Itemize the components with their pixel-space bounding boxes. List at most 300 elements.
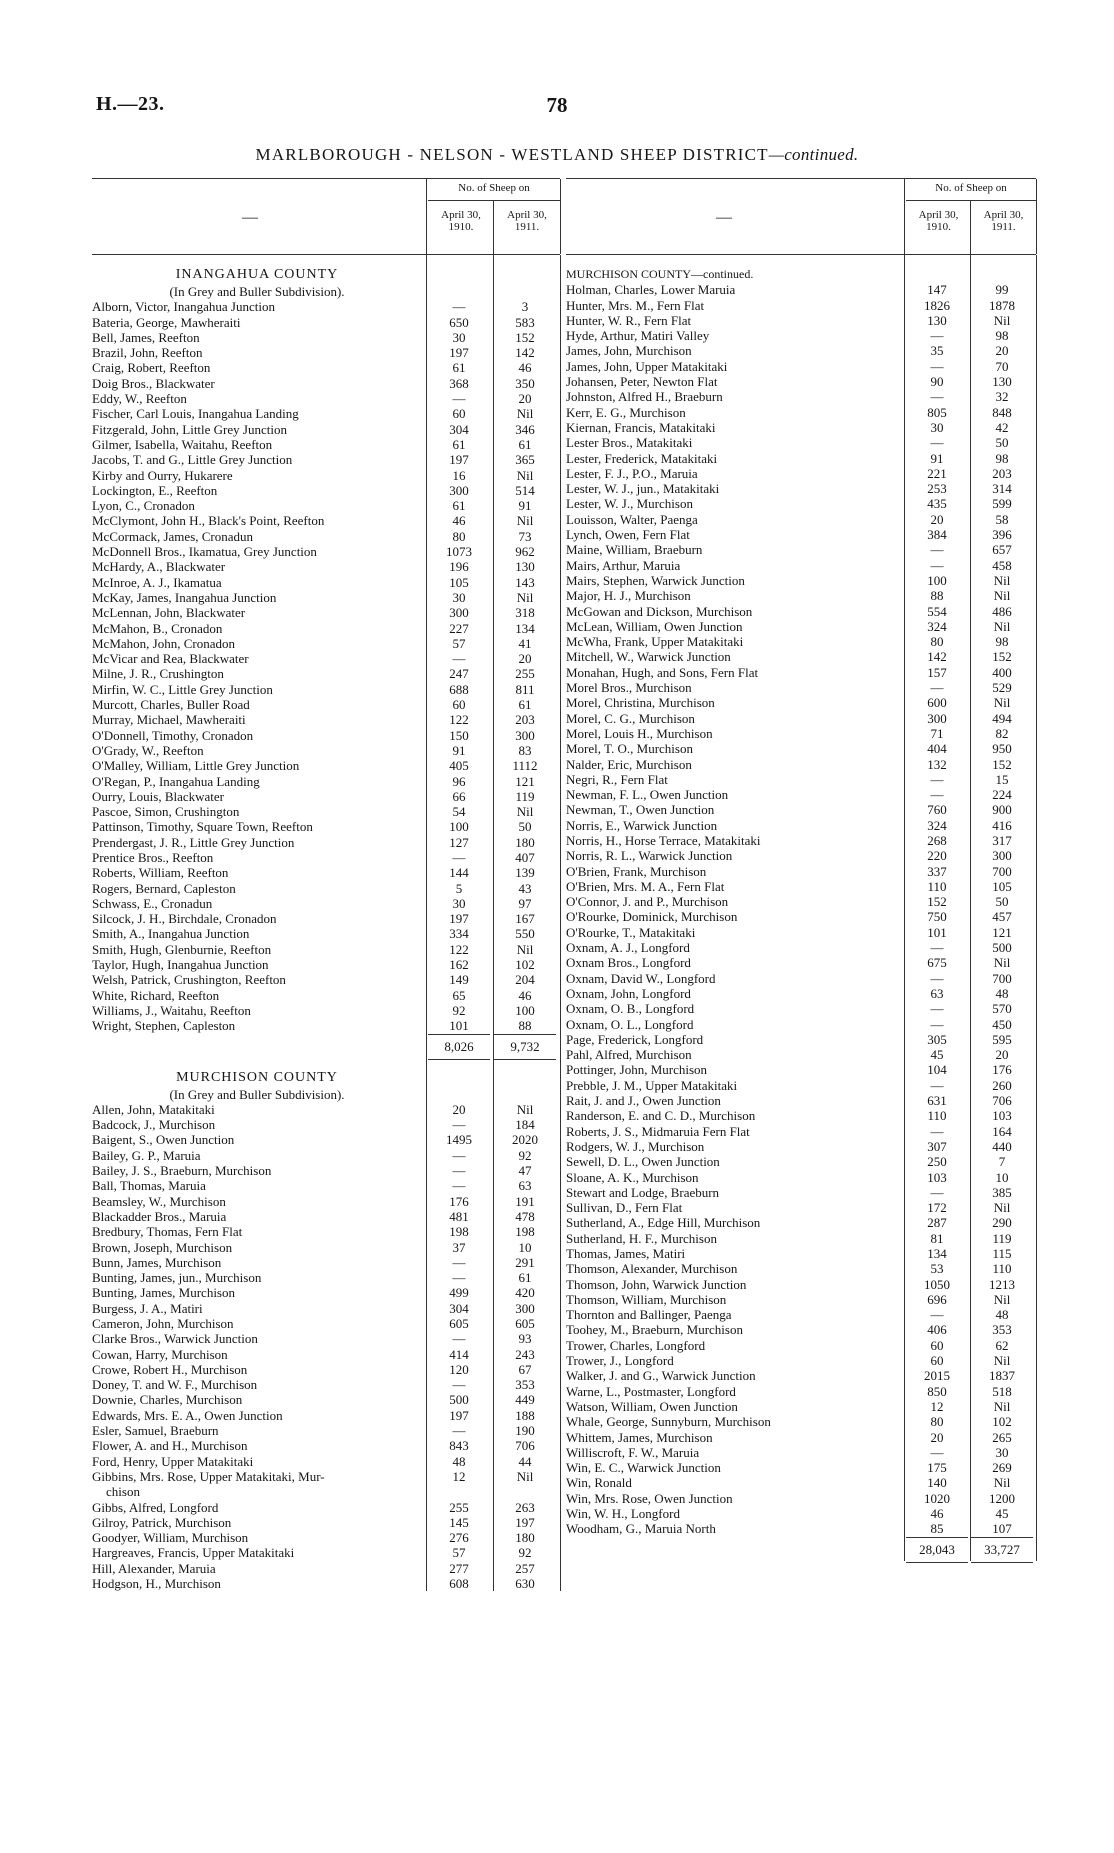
table-row: [92, 1163, 560, 1178]
sheep-1910: 405: [449, 758, 469, 774]
sheep-1911: 950: [992, 741, 1012, 757]
table-row: [92, 835, 560, 850]
table-row: [92, 972, 560, 987]
holder-name: Jacobs, T. and G., Little Grey Junction: [92, 452, 293, 468]
holder-name: Lyon, C., Cronadon: [92, 498, 195, 514]
holder-name: Mirfin, W. C., Little Grey Junction: [92, 681, 273, 697]
sheep-1910: 499: [449, 1285, 469, 1301]
table-row: [92, 926, 560, 941]
sheep-1910: 61: [452, 436, 466, 452]
sheep-1911: 180: [515, 834, 535, 850]
sheep-1910: 101: [449, 1018, 469, 1034]
sheep-1911: 400: [992, 664, 1012, 680]
table-row: [92, 605, 560, 620]
table-row: [566, 1399, 1036, 1414]
sheep-1910: 675: [927, 955, 947, 971]
continued-heading-text: MURCHISON COUNTY—continued.: [566, 267, 754, 281]
holder-name: Thornton and Ballinger, Paenga: [566, 1307, 732, 1323]
sheep-1910: 368: [449, 375, 469, 391]
sheep-1910: 12: [930, 1398, 944, 1414]
sheep-1910: 152: [927, 894, 947, 910]
sheep-1911: Nil: [516, 1101, 534, 1117]
sheep-1911: 203: [992, 465, 1012, 481]
sheep-1911: 353: [515, 1377, 535, 1393]
holder-name: Hyde, Arthur, Matiri Valley: [566, 328, 710, 344]
sheep-1910: 404: [927, 741, 947, 757]
holder-name: James, John, Upper Matakitaki: [566, 358, 728, 374]
sheep-1911: 73: [518, 528, 532, 544]
table-row: [92, 575, 560, 590]
sheep-1911: 20: [518, 651, 532, 667]
sheep-1910: 57: [452, 635, 466, 651]
table-row: [566, 940, 1036, 955]
holder-name: Negri, R., Fern Flat: [566, 771, 668, 787]
sheep-1911: 300: [515, 1300, 535, 1316]
holder-name: Burgess, J. A., Matiri: [92, 1300, 203, 1316]
sheep-1911: 42: [995, 419, 1009, 435]
holder-name: McKay, James, Inangahua Junction: [92, 589, 277, 605]
page-title: [0, 145, 1114, 165]
holder-name: Taylor, Hugh, Inangahua Junction: [92, 957, 269, 973]
holder-name: Gilroy, Patrick, Murchison: [92, 1514, 232, 1530]
sheep-1910: —: [930, 328, 944, 344]
holder-name: Doig Bros., Blackwater: [92, 375, 215, 391]
sheep-1910: 1826: [924, 297, 950, 313]
sheep-1911: 119: [992, 1230, 1012, 1246]
holder-name: Doney, T. and W. F., Murchison: [92, 1377, 258, 1393]
table-row: [566, 405, 1036, 420]
holder-name: McVicar and Rea, Blackwater: [92, 651, 249, 667]
holder-name: Prendergast, J. R., Little Grey Junction: [92, 834, 295, 850]
table-row: [566, 1017, 1036, 1032]
holder-name: Mitchell, W., Warwick Junction: [566, 649, 731, 665]
sheep-1911: 260: [992, 1077, 1012, 1093]
sheep-1910: —: [930, 542, 944, 558]
table-row: [566, 588, 1036, 603]
header-group-label: No. of Sheep on: [935, 182, 1007, 194]
holder-name: Oxnam, O. L., Longford: [566, 1016, 694, 1032]
table-row: [92, 529, 560, 544]
sheep-1911: 416: [992, 817, 1012, 833]
sheep-1910: 30: [930, 419, 944, 435]
table-row: [566, 420, 1036, 435]
sheep-1910: 66: [452, 788, 466, 804]
table-row: [92, 299, 560, 314]
table-row: [566, 481, 1036, 496]
sheep-1911: 550: [515, 926, 535, 942]
sheep-1911: 630: [515, 1576, 535, 1592]
sheep-1910: —: [930, 1184, 944, 1200]
sheep-1911: 570: [992, 1001, 1012, 1017]
sheep-1911: 605: [515, 1316, 535, 1331]
holder-name: Toohey, M., Braeburn, Murchison: [566, 1322, 743, 1338]
sheep-1911: 142: [515, 345, 535, 361]
table-row: [566, 1430, 1036, 1445]
holder-name: Cameron, John, Murchison: [92, 1316, 234, 1331]
sheep-1910: —: [930, 358, 944, 374]
sheep-1911: 119: [515, 788, 535, 804]
sheep-1910: 221: [927, 465, 947, 481]
sheep-1911: Nil: [993, 1200, 1011, 1216]
holder-name: Lester, W. J., jun., Matakitaki: [566, 481, 720, 497]
holder-name: Kirby and Ourry, Hukarere: [92, 467, 233, 483]
holder-name: Monahan, Hugh, and Sons, Fern Flat: [566, 664, 759, 680]
sheep-1911: 700: [992, 970, 1012, 986]
holder-name: Brown, Joseph, Murchison: [92, 1239, 233, 1255]
sheep-1911: 450: [992, 1016, 1012, 1032]
sheep-1911: 139: [515, 865, 535, 881]
sheep-1911: 92: [518, 1545, 532, 1561]
holder-name: Roberts, William, Reefton: [92, 865, 229, 881]
holder-name: McCormack, James, Cronadun: [92, 528, 254, 544]
sheep-1911: 46: [518, 987, 532, 1003]
sheep-1911: 204: [515, 972, 535, 988]
right-table-header: [566, 178, 1036, 255]
holder-name: Lynch, Owen, Fern Flat: [566, 527, 690, 543]
header-col-1910: April 30, 1910.: [918, 209, 959, 233]
table-row: [92, 865, 560, 880]
table-row: [92, 1003, 560, 1018]
holder-name: Gibbins, Mrs. Rose, Upper Matakitaki, Mur-: [92, 1468, 325, 1484]
sheep-1911: 180: [515, 1530, 535, 1546]
sheep-1910: 435: [927, 496, 947, 512]
holder-name: James, John, Murchison: [566, 343, 692, 359]
sheep-1910: 105: [449, 574, 469, 590]
sheep-1911: 130: [992, 374, 1012, 390]
sheep-1910: 414: [449, 1346, 469, 1362]
holder-name: Eddy, W., Reefton: [92, 391, 187, 407]
header-dash: —: [716, 209, 732, 226]
holder-name: Goodyer, William, Murchison: [92, 1530, 249, 1546]
table-row: [566, 1185, 1036, 1200]
holder-name: Silcock, J. H., Birchdale, Cronadon: [92, 911, 277, 927]
sheep-1911: 10: [518, 1239, 532, 1255]
table-row: [92, 1117, 560, 1132]
table-row: [566, 894, 1036, 909]
sheep-1910: 61: [452, 498, 466, 514]
table-row: [566, 757, 1036, 772]
sheep-1910: 196: [449, 559, 469, 575]
sheep-1911: 188: [515, 1407, 535, 1423]
sheep-1910: 127: [449, 834, 469, 850]
table-row: [92, 1530, 560, 1545]
holder-name: Bailey, J. S., Braeburn, Murchison: [92, 1163, 272, 1179]
holder-name: O'Donnell, Timothy, Cronadon: [92, 727, 254, 743]
sheep-1910: —: [452, 849, 466, 865]
sheep-1910: 12: [452, 1468, 466, 1484]
holder-name: Pattinson, Timothy, Square Town, Reefton: [92, 819, 313, 835]
holder-name: Craig, Robert, Reefton: [92, 360, 211, 376]
sheep-1910: 250: [927, 1154, 947, 1170]
holder-name: Downie, Charles, Murchison: [92, 1392, 243, 1408]
table-row: [566, 1475, 1036, 1490]
table-row: [92, 452, 560, 467]
table-row: [566, 1139, 1036, 1154]
holder-name: Whittem, James, Murchison: [566, 1429, 713, 1445]
holder-name: Win, Mrs. Rose, Owen Junction: [566, 1490, 733, 1506]
table-row: [566, 1078, 1036, 1093]
sheep-1911: 115: [992, 1246, 1012, 1261]
holder-name: Smith, A., Inangahua Junction: [92, 926, 250, 942]
sheep-1911: 41: [518, 635, 532, 651]
sheep-1911: Nil: [993, 695, 1011, 711]
sheep-1910: 1073: [446, 544, 472, 560]
sheep-1910: 5: [455, 880, 463, 896]
sheep-1910: 287: [927, 1215, 947, 1231]
table-row: [566, 1460, 1036, 1475]
sheep-1910: 300: [449, 605, 469, 621]
table-row: [566, 1384, 1036, 1399]
sheep-1911: 107: [992, 1521, 1012, 1537]
table-row: [566, 833, 1036, 848]
table-row: [92, 1545, 560, 1560]
holder-name: McHardy, A., Blackwater: [92, 559, 226, 575]
header-group-label: No. of Sheep on: [458, 182, 530, 194]
table-row: [566, 466, 1036, 481]
sheep-1910: 134: [927, 1246, 947, 1261]
table-row: [566, 955, 1036, 970]
table-row: [92, 330, 560, 345]
sheep-1911: 396: [992, 527, 1012, 543]
holder-name: Pascoe, Simon, Crushington: [92, 804, 240, 820]
table-row: [92, 590, 560, 605]
holder-name: Milne, J. R., Crushington: [92, 666, 224, 682]
sheep-1910: 337: [927, 863, 947, 879]
sheep-1910: 554: [927, 603, 947, 619]
sheep-1910: 60: [452, 697, 466, 713]
sheep-1910: 20: [930, 511, 944, 527]
table-row: [566, 1261, 1036, 1276]
holder-name: Hodgson, H., Murchison: [92, 1576, 221, 1592]
holder-name: Clarke Bros., Warwick Junction: [92, 1331, 258, 1347]
sheep-1910: 227: [449, 620, 469, 636]
sheep-1911: 706: [992, 1093, 1012, 1109]
sheep-1911: 61: [518, 1270, 532, 1286]
table-row: [566, 1215, 1036, 1230]
sheep-1911: 449: [515, 1392, 535, 1408]
sheep-1910: 92: [452, 1002, 466, 1018]
sheep-1911: 1878: [989, 297, 1015, 313]
table-row: [92, 896, 560, 911]
holder-name: Thomson, Alexander, Murchison: [566, 1261, 738, 1277]
sheep-1910: 45: [930, 1047, 944, 1063]
holder-name: McDonnell Bros., Ikamatua, Grey Junction: [92, 544, 317, 560]
holder-name: Ourry, Louis, Blackwater: [92, 788, 225, 804]
table-row: [566, 1322, 1036, 1337]
table-row: [566, 1353, 1036, 1368]
sheep-1911: 318: [515, 605, 535, 621]
sheep-1911: 1200: [989, 1490, 1015, 1506]
table-row: [566, 496, 1036, 511]
sheep-1911: 20: [995, 1047, 1009, 1063]
sheep-1910: —: [452, 1254, 466, 1270]
sheep-1911: 317: [992, 832, 1012, 848]
sheep-1911: 300: [515, 727, 535, 743]
table-row: [566, 1246, 1036, 1261]
sheep-1910: 16: [452, 467, 466, 483]
holder-name: Crowe, Robert H., Murchison: [92, 1361, 248, 1377]
sheep-1910: 608: [449, 1576, 469, 1592]
sheep-1911: 15: [995, 771, 1009, 787]
sheep-1911: Nil: [993, 955, 1011, 971]
sheep-1910: 324: [927, 618, 947, 634]
sheep-1910: 104: [927, 1062, 947, 1078]
sheep-1910: —: [930, 435, 944, 451]
sheep-1910: 147: [927, 282, 947, 298]
sheep-1911: 514: [515, 482, 535, 498]
table-row: [92, 1148, 560, 1163]
holder-name: Johnston, Alfred H., Braeburn: [566, 389, 723, 405]
table-row: [566, 909, 1036, 924]
sheep-1910: —: [452, 1270, 466, 1286]
table-row: [92, 789, 560, 804]
sheep-1910: 300: [927, 710, 947, 726]
table-row: [92, 483, 560, 498]
sheep-1910: 650: [449, 314, 469, 330]
sheep-1911: 706: [515, 1438, 535, 1454]
sheep-1911: 110: [992, 1261, 1012, 1277]
holder-name: Morel, T. O., Murchison: [566, 741, 693, 757]
murchison-total-row: [566, 1537, 1036, 1561]
sheep-1910: 760: [927, 802, 947, 818]
sheep-1910: —: [452, 1331, 466, 1347]
table-row: [92, 728, 560, 743]
sheep-1910: 1495: [446, 1132, 472, 1148]
holder-name: Prebble, J. M., Upper Matakitaki: [566, 1077, 738, 1093]
sheep-1910: 255: [449, 1499, 469, 1515]
sheep-1911: 98: [995, 634, 1009, 650]
holder-name: Roberts, J. S., Midmaruia Fern Flat: [566, 1123, 750, 1139]
sheep-1910: 37: [452, 1239, 466, 1255]
sheep-1910: 85: [930, 1521, 944, 1537]
sheep-1910: —: [930, 557, 944, 573]
holder-name: Blackadder Bros., Maruia: [92, 1208, 227, 1224]
sheep-1911: 263: [515, 1499, 535, 1515]
sheep-1911: Nil: [516, 804, 534, 820]
table-row: [566, 971, 1036, 986]
sheep-1910: 600: [927, 695, 947, 711]
sheep-1910: —: [452, 1163, 466, 1179]
table-row: [566, 634, 1036, 649]
holder-name: Bunn, James, Murchison: [92, 1254, 222, 1270]
sheep-1910: 65: [452, 987, 466, 1003]
sheep-1910: 305: [927, 1031, 947, 1047]
holder-name: White, Richard, Reefton: [92, 987, 220, 1003]
holder-name: Watson, William, Owen Junction: [566, 1398, 738, 1414]
table-row: [92, 712, 560, 727]
sheep-1910: 197: [449, 1407, 469, 1423]
sheep-1910: 80: [452, 528, 466, 544]
table-row: [566, 1368, 1036, 1383]
holder-name: Johansen, Peter, Newton Flat: [566, 374, 718, 390]
sheep-1911: Nil: [516, 941, 534, 957]
table-row: [92, 376, 560, 391]
sheep-1911: 191: [515, 1193, 535, 1209]
sheep-1910: 304: [449, 1300, 469, 1316]
sheep-1911: 265: [992, 1429, 1012, 1445]
table-row: [566, 435, 1036, 450]
table-row: [92, 391, 560, 406]
title-text: MARLBOROUGH - NELSON - WESTLAND SHEEP DISTRICT: [255, 145, 769, 164]
sheep-1910: —: [930, 1001, 944, 1017]
table-row: [92, 1423, 560, 1438]
table-row: [566, 1001, 1036, 1016]
holder-name: Pahl, Alfred, Murchison: [566, 1047, 692, 1063]
sheep-1911: 61: [518, 436, 532, 452]
table-row: [566, 573, 1036, 588]
sheep-1911: 97: [518, 895, 532, 911]
holder-name: Morel, Louis H., Murchison: [566, 725, 713, 741]
table-row: [92, 1209, 560, 1224]
sheep-1911: 314: [992, 481, 1012, 497]
table-row: [566, 665, 1036, 680]
table-row: [566, 1277, 1036, 1292]
sheep-1911: 346: [515, 421, 535, 437]
sheep-1910: —: [930, 680, 944, 696]
sheep-1911: 353: [992, 1322, 1012, 1338]
sheep-1911: 290: [992, 1215, 1012, 1231]
table-row: [92, 437, 560, 452]
table-row: [92, 498, 560, 513]
sheep-1910: 57: [452, 1545, 466, 1561]
sheep-1911: 43: [518, 880, 532, 896]
sheep-1910: 20: [452, 1101, 466, 1117]
sheep-1911: 58: [995, 511, 1009, 527]
sheep-1911: 300: [992, 848, 1012, 864]
table-row: [92, 559, 560, 574]
holder-name: Thomas, James, Matiri: [566, 1246, 686, 1261]
holder-name: chison: [106, 1484, 140, 1500]
sheep-1911: 457: [992, 909, 1012, 925]
inangahua-total-1910: 8,026: [428, 1034, 490, 1060]
holder-name: Lockington, E., Reefton: [92, 482, 218, 498]
holder-name: Murray, Michael, Mawheraiti: [92, 712, 246, 728]
table-row: [566, 451, 1036, 466]
sheep-1910: 91: [930, 450, 944, 466]
sheep-1911: 92: [518, 1147, 532, 1163]
holder-name: Bailey, G. P., Maruia: [92, 1147, 201, 1163]
sheep-1910: 220: [927, 848, 947, 864]
table-row: [92, 1515, 560, 1530]
sheep-1910: —: [930, 771, 944, 787]
holder-name: Warne, L., Postmaster, Longford: [566, 1383, 736, 1399]
sheep-1910: 334: [449, 926, 469, 942]
holder-name: Whale, George, Sunnyburn, Murchison: [566, 1414, 771, 1430]
table-row: [92, 1270, 560, 1285]
sheep-1911: Nil: [993, 1353, 1011, 1369]
holder-name: Randerson, E. and C. D., Murchison: [566, 1108, 756, 1124]
table-row: [92, 468, 560, 483]
sheep-1911: Nil: [993, 1475, 1011, 1491]
sheep-1911: Nil: [993, 1398, 1011, 1414]
table-row: [92, 1484, 560, 1499]
sheep-1911: 269: [992, 1460, 1012, 1476]
holder-name: Williscroft, F. W., Maruia: [566, 1444, 700, 1460]
holder-name: Sutherland, H. F., Murchison: [566, 1230, 717, 1246]
title-suffix: —continued.: [768, 145, 859, 164]
sheep-1910: 176: [449, 1193, 469, 1209]
table-row: [566, 1414, 1036, 1429]
table-row: [566, 328, 1036, 343]
sheep-1911: 67: [518, 1361, 532, 1377]
holder-name: Cowan, Harry, Murchison: [92, 1346, 228, 1362]
holder-name: O'Brien, Frank, Murchison: [566, 863, 707, 879]
sheep-1911: 20: [995, 343, 1009, 359]
table-row: [92, 1392, 560, 1407]
sheep-1910: 805: [927, 404, 947, 420]
holder-name: Sutherland, A., Edge Hill, Murchison: [566, 1215, 761, 1231]
sheep-1910: 277: [449, 1560, 469, 1576]
